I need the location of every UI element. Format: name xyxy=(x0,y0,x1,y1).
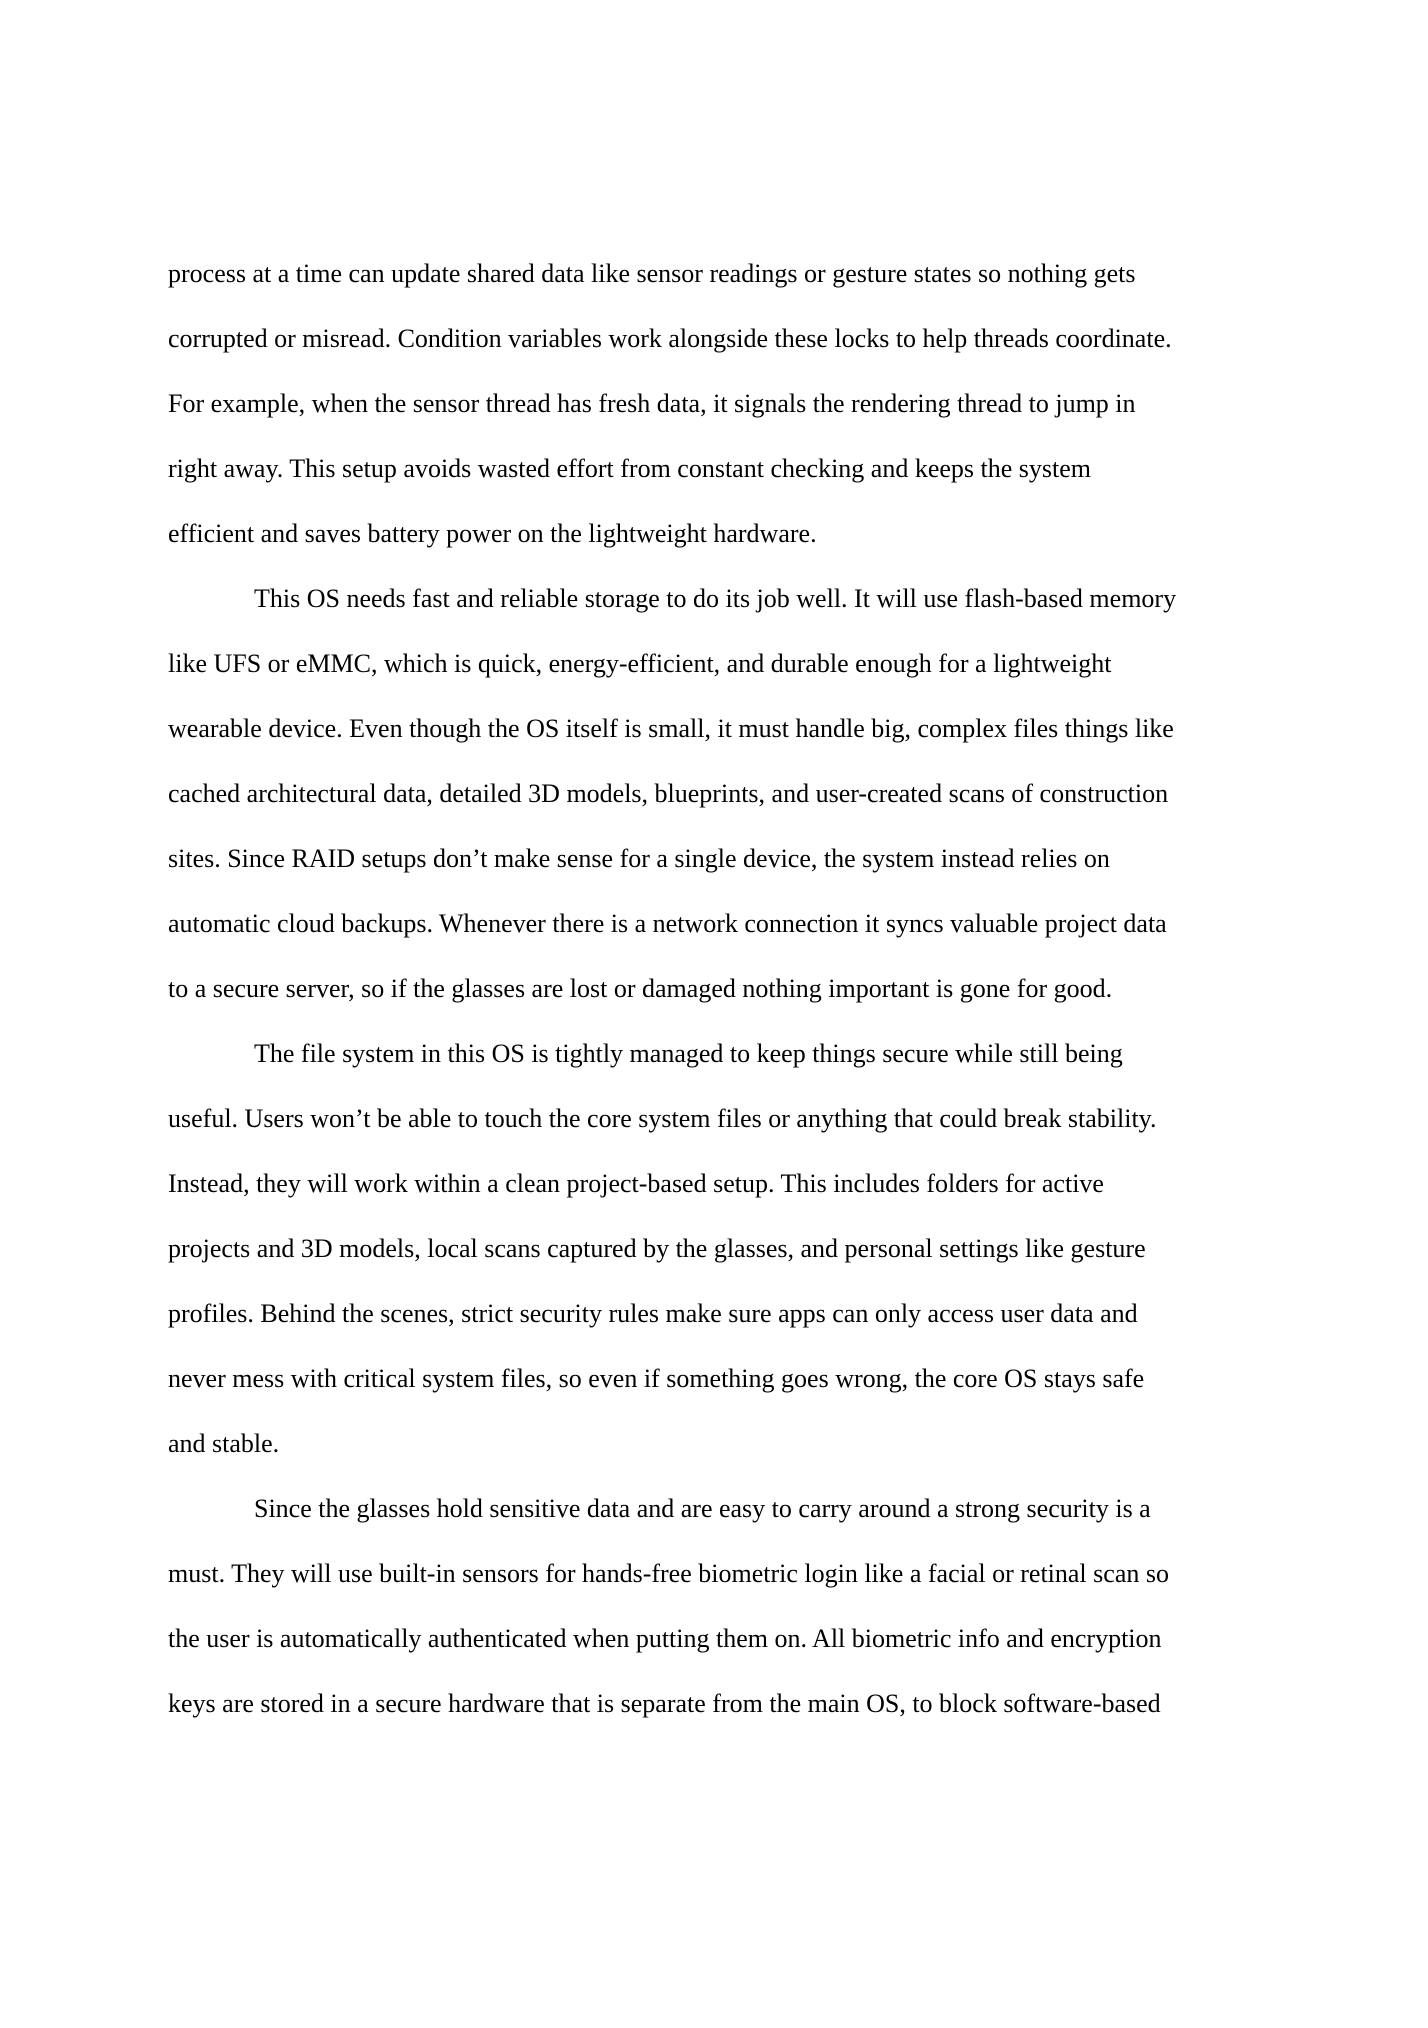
text-line: keys are stored in a secure hardware that is separate from the main OS, to block software-based xyxy=(168,1689,1161,1718)
text-line: the user is automatically authenticated when putting them on. All biometric info and encryption xyxy=(168,1624,1162,1653)
text-line: Instead, they will work within a clean project-based setup. This includes folders for active xyxy=(168,1169,1104,1198)
text-line: Since the glasses hold sensitive data and are easy to carry around a strong security is a xyxy=(254,1494,1151,1523)
text-line: The file system in this OS is tightly managed to keep things secure while still being xyxy=(254,1039,1123,1068)
text-line: projects and 3D models, local scans captured by the glasses, and personal settings like gesture xyxy=(168,1234,1146,1263)
text-block xyxy=(168,241,1266,1736)
text-line: useful. Users won’t be able to touch the core system files or anything that could break stability. xyxy=(168,1104,1157,1133)
text-line: efficient and saves battery power on the lightweight hardware. xyxy=(168,519,817,548)
text-line: For example, when the sensor thread has fresh data, it signals the rendering thread to jump in xyxy=(168,389,1136,418)
text-line: right away. This setup avoids wasted effort from constant checking and keeps the system xyxy=(168,454,1092,483)
text-line: cached architectural data, detailed 3D models, blueprints, and user-created scans of construction xyxy=(168,779,1169,808)
text-line: sites. Since RAID setups don’t make sense for a single device, the system instead relies on xyxy=(168,844,1110,873)
text-line: and stable. xyxy=(168,1429,280,1458)
text-line: automatic cloud backups. Whenever there is a network connection it syncs valuable project data xyxy=(168,909,1167,938)
text-line: corrupted or misread. Condition variables work alongside these locks to help threads coordinate. xyxy=(168,324,1172,353)
text-line: process at a time can update shared data like sensor readings or gesture states so nothing gets xyxy=(168,259,1136,288)
text-line: This OS needs fast and reliable storage to do its job well. It will use flash-based memory xyxy=(254,584,1177,613)
text-line: like UFS or eMMC, which is quick, energy-efficient, and durable enough for a lightweight xyxy=(168,649,1112,678)
text-line: profiles. Behind the scenes, strict security rules make sure apps can only access user data and xyxy=(168,1299,1138,1328)
text-line: must. They will use built-in sensors for hands-free biometric login like a facial or retinal scan so xyxy=(168,1559,1169,1588)
text-line: wearable device. Even though the OS itself is small, it must handle big, complex files things like xyxy=(168,714,1174,743)
text-line: never mess with critical system files, so even if something goes wrong, the core OS stays safe xyxy=(168,1364,1145,1393)
text-line: to a secure server, so if the glasses are lost or damaged nothing important is gone for good. xyxy=(168,974,1113,1003)
